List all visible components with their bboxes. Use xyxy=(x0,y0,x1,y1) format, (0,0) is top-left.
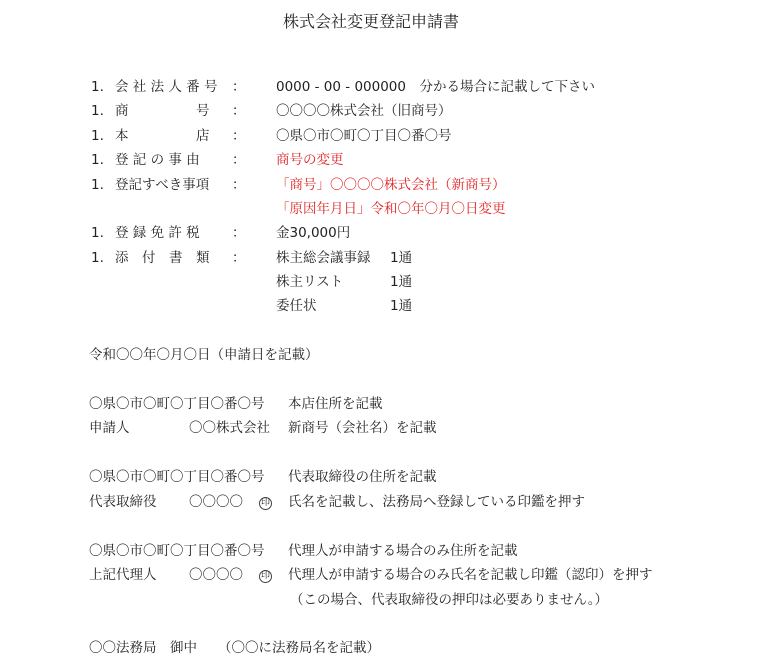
seal-mark xyxy=(259,493,272,511)
item-colon: ： xyxy=(232,152,246,168)
representative-name: 〇〇〇〇 xyxy=(189,494,243,510)
item-label: 商 号 xyxy=(115,103,210,119)
bureau-addressee: 〇〇法務局 御中 xyxy=(89,640,197,656)
attachment-count: 1通 xyxy=(390,250,413,266)
agent-name-note-second-line: （この場合、代表取締役の押印は必要ありません。） xyxy=(290,592,609,608)
item-label: 登記すべき事項 xyxy=(115,177,210,193)
agent-address: 〇県〇市〇町〇丁目〇番〇号 xyxy=(89,543,265,559)
item-value: 0000 - 00 - 000000 分かる場合に記載して下さい xyxy=(276,79,595,95)
applicant-name: 〇〇株式会社 xyxy=(189,420,270,436)
document-title: 株式会社変更登記申請書 xyxy=(283,12,460,31)
application-date: 令和〇〇年〇月〇日（申請日を記載） xyxy=(89,347,319,363)
agent-name: 〇〇〇〇 xyxy=(189,567,243,583)
seal-icon: 印 xyxy=(260,498,270,508)
item-value: 〇〇〇〇株式会社（旧商号） xyxy=(276,103,452,119)
seal-icon: 印 xyxy=(260,571,270,581)
attachment-count: 1通 xyxy=(390,298,413,314)
item-value: 商号の変更 xyxy=(276,152,344,168)
bureau-note: （〇〇に法務局名を記載） xyxy=(218,640,380,656)
item-label: 会 社 法 人 番 号 xyxy=(115,79,218,95)
agent-name-note: 代理人が申請する場合のみ氏名を記載し印鑑（認印）を押す xyxy=(288,567,653,583)
applicant-label: 申請人 xyxy=(89,420,130,436)
item-label: 添 付 書 類 xyxy=(115,250,210,266)
item-colon: ： xyxy=(232,250,246,266)
item-value-second-line: 「原因年月日」令和〇年〇月〇日変更 xyxy=(276,201,506,217)
item-colon: ： xyxy=(232,128,246,144)
item-value: 〇県〇市〇町〇丁目〇番〇号 xyxy=(276,128,452,144)
item-number: 1. xyxy=(91,103,104,119)
item-value: 「商号」〇〇〇〇株式会社（新商号） xyxy=(276,177,506,193)
seal-mark xyxy=(259,566,272,584)
attachment-count: 1通 xyxy=(390,274,413,290)
attachment-name: 株主総会議事録 xyxy=(276,250,371,266)
item-number: 1. xyxy=(91,250,104,266)
applicant-name-note: 新商号（会社名）を記載 xyxy=(288,420,437,436)
item-colon: ： xyxy=(232,225,246,241)
item-number: 1. xyxy=(91,225,104,241)
applicant-address: 〇県〇市〇町〇丁目〇番〇号 xyxy=(89,396,265,412)
item-label: 本 店 xyxy=(115,128,210,144)
agent-address-note: 代理人が申請する場合のみ住所を記載 xyxy=(288,543,518,559)
item-number: 1. xyxy=(91,128,104,144)
attachment-name: 委任状 xyxy=(276,298,317,314)
representative-label: 代表取締役 xyxy=(89,494,157,510)
item-label: 登 録 免 許 税 xyxy=(115,225,200,241)
representative-address: 〇県〇市〇町〇丁目〇番〇号 xyxy=(89,469,265,485)
representative-name-note: 氏名を記載し、法務局へ登録している印鑑を押す xyxy=(288,494,585,510)
item-colon: ： xyxy=(232,79,246,95)
item-number: 1. xyxy=(91,79,104,95)
agent-label: 上記代理人 xyxy=(89,567,157,583)
item-value: 金30,000円 xyxy=(276,225,351,241)
attachment-name: 株主リスト xyxy=(276,274,344,290)
item-colon: ： xyxy=(232,103,246,119)
item-colon: ： xyxy=(232,177,246,193)
item-number: 1. xyxy=(91,177,104,193)
item-label: 登 記 の 事 由 xyxy=(115,152,200,168)
applicant-address-note: 本店住所を記載 xyxy=(288,396,383,412)
representative-address-note: 代表取締役の住所を記載 xyxy=(288,469,437,485)
item-number: 1. xyxy=(91,152,104,168)
